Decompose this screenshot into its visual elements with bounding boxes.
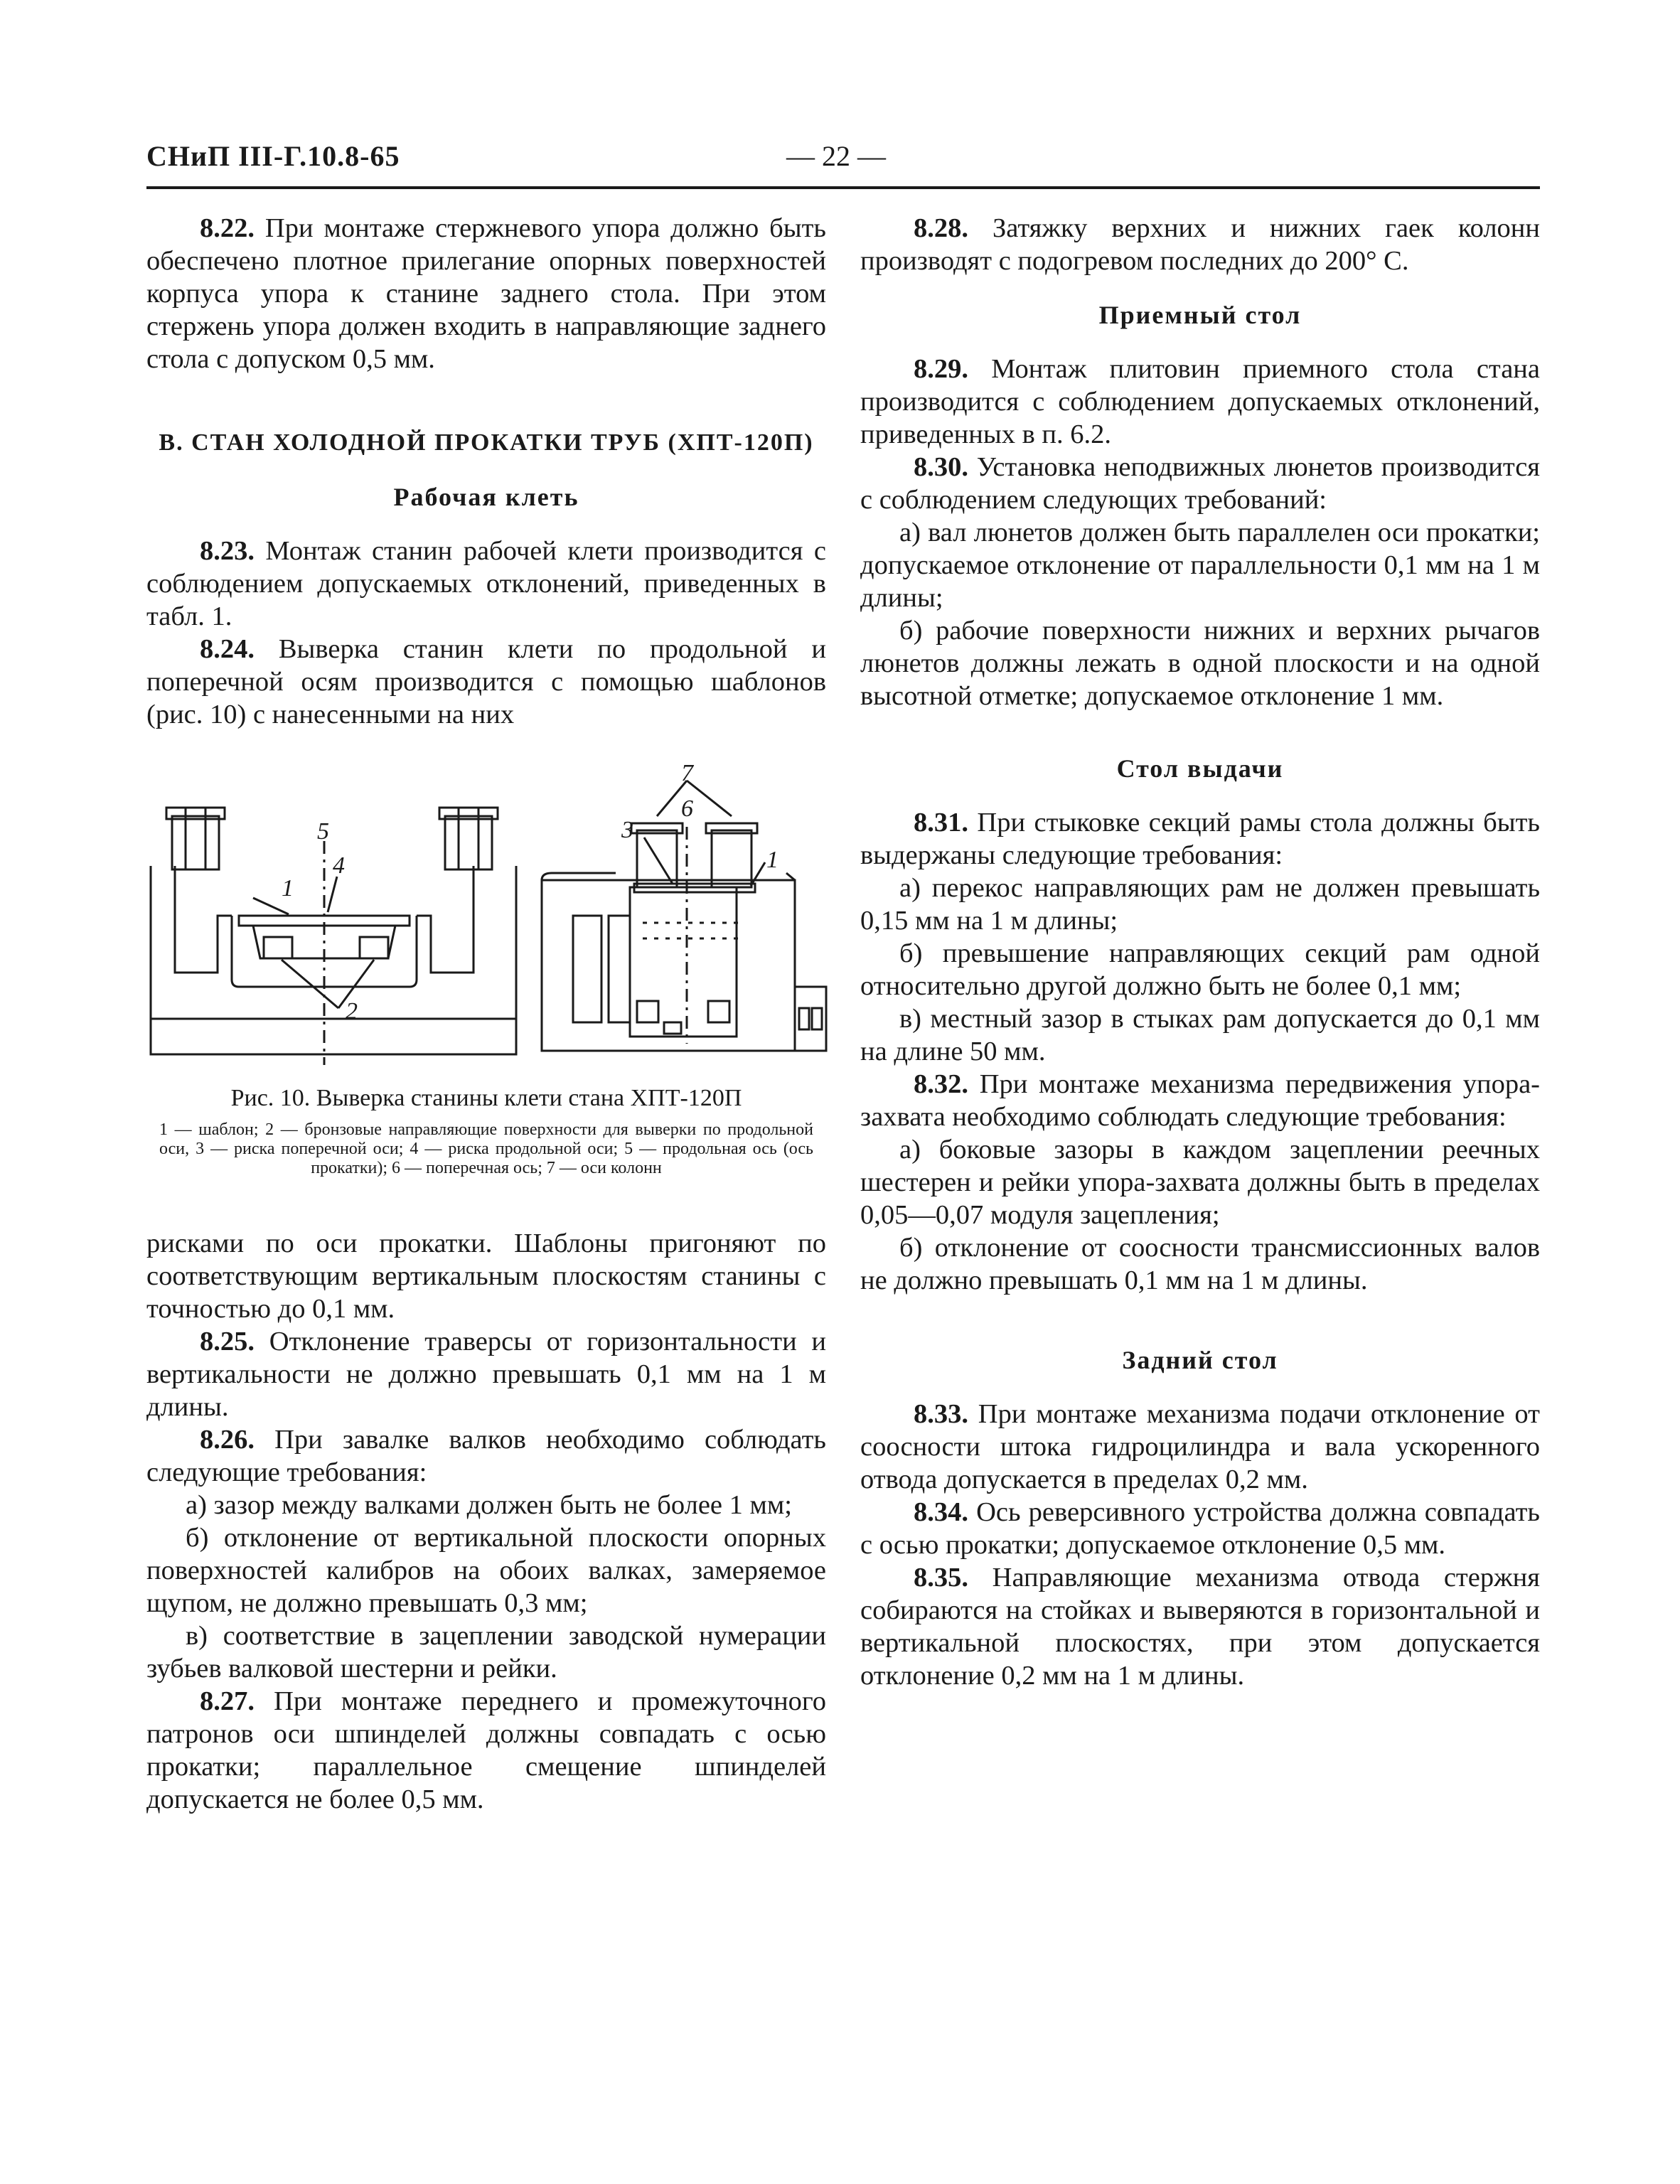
subsection-title-working-stand: Рабочая клеть — [393, 483, 579, 511]
clause-8-34 — [860, 1496, 1540, 1561]
clause-text: При монтаже механизма передвижения упора-захвата необходимо соблюдать следующие требования: — [860, 1069, 1540, 1132]
clause-8-24-continued: рисками по оси прокатки. Шаблоны пригоняют по соответствующим вертикальным плоскостям станины с точностью до 0,1 мм. — [146, 1228, 826, 1324]
figure-legend: 1 — шаблон; 2 — бронзовые направляющие поверхности для выверки по продольной оси, 3 — риска поперечной оси; 4 — риска продольной оси; 5 — продольная ось (ось прокатки); 6 — поперечная ось; 7 — оси колонн — [159, 1120, 813, 1177]
fig-label-3: 3 — [621, 817, 633, 843]
clause-number: 8.27. — [200, 1686, 255, 1716]
left-column — [146, 212, 826, 1816]
clause-text: При монтаже стержневого упора должно быть обеспечено плотное прилегание опорных поверхностей корпуса упора к станине заднего стола. При этом стержень упора должен входить в направляющие заднего стола с допуском 0,5 мм. — [146, 213, 826, 374]
clause-number: 8.33. — [914, 1399, 968, 1429]
clause-8-32 — [860, 1068, 1540, 1133]
clause-8-23 — [146, 535, 826, 633]
page-number: — 22 — — [786, 140, 886, 172]
clause-number: 8.31. — [914, 808, 968, 837]
clause-8-32-b: б) отклонение от соосности трансмиссионных валов не должно превышать 0,1 мм на 1 м длины. — [860, 1233, 1540, 1295]
clause-text: При завалке валков необходимо соблюдать следующие требования: — [146, 1425, 826, 1487]
clause-number: 8.26. — [200, 1425, 255, 1455]
clause-8-30 — [860, 451, 1540, 516]
clause-8-29 — [860, 353, 1540, 451]
clause-text: Выверка станин клети по продольной и поперечной осям производится с помощью шаблонов (рис. 10) с нанесенными на них — [146, 634, 826, 729]
clause-number: 8.28. — [914, 213, 968, 243]
clause-text: Установка неподвижных люнетов производится с соблюдением следующих требований: — [860, 452, 1540, 515]
clause-text: Отклонение траверсы от горизонтальности и вертикальности не должно превышать 0,1 мм на 1 м длины. — [146, 1327, 826, 1422]
clause-number: 8.23. — [200, 536, 255, 566]
clause-8-25 — [146, 1325, 826, 1423]
clause-8-31 — [860, 806, 1540, 872]
clause-8-22 — [146, 212, 826, 375]
figure-caption: Рис. 10. Выверка станины клети стана ХПТ-120П — [230, 1085, 742, 1111]
clause-8-28 — [860, 212, 1540, 277]
fig-label-2: 2 — [346, 998, 358, 1024]
clause-8-26 — [146, 1423, 826, 1489]
clause-number: 8.32. — [914, 1069, 968, 1099]
clause-number: 8.29. — [914, 354, 968, 384]
document-code: СНиП III-Г.10.8-65 — [146, 140, 400, 172]
clause-number: 8.25. — [200, 1327, 255, 1356]
clause-8-33 — [860, 1398, 1540, 1496]
fig-label-5: 5 — [317, 818, 329, 845]
fig-label-1b: 1 — [766, 847, 779, 873]
clause-number: 8.22. — [200, 213, 255, 243]
clause-number: 8.35. — [914, 1563, 968, 1592]
right-column — [860, 212, 1540, 1692]
clause-text: Монтаж станин рабочей клети производится с соблюдением допускаемых отклонений, приведенных в табл. 1. — [146, 536, 826, 631]
header-rule — [146, 186, 1540, 189]
subsection-title-delivery-table: Стол выдачи — [1116, 754, 1284, 783]
clause-text: Монтаж плитовин приемного стола стана производится с соблюдением допускаемых отклонений, приведенных в п. 6.2. — [860, 354, 1540, 449]
clause-text: При монтаже переднего и промежуточного патронов оси шпинделей должны совпадать с осью прокатки; параллельное смещение шпинделей допускается не более 0,5 мм. — [146, 1686, 826, 1814]
clause-8-30-a: а) вал люнетов должен быть параллелен оси прокатки; допускаемое отклонение от параллельности 0,1 мм на 1 м длины; — [860, 518, 1540, 613]
clause-text: Ось реверсивного устройства должна совпадать с осью прокатки; допускаемое отклонение 0,5 мм. — [860, 1497, 1540, 1560]
clause-number: 8.30. — [914, 452, 968, 482]
page-header — [146, 139, 1540, 182]
fig-label-1: 1 — [282, 875, 294, 901]
subsection-title-receiving-table: Приемный стол — [1098, 301, 1302, 329]
clause-number: 8.34. — [914, 1497, 968, 1527]
clause-8-30-b: б) рабочие поверхности нижних и верхних рычагов люнетов должны лежать в одной плоскости и на одной высотной отметке; допускаемое отклонение 1 мм. — [860, 616, 1540, 711]
clause-8-31-c: в) местный зазор в стыках рам допускается до 0,1 мм на длине 50 мм. — [860, 1004, 1540, 1066]
clause-8-26-c: в) соответствие в зацеплении заводской нумерации зубьев валковой шестерни и рейки. — [146, 1621, 826, 1684]
figure-drawing — [146, 760, 826, 1072]
clause-8-32-a: а) боковые зазоры в каждом зацеплении реечных шестерен и рейки упора-захвата должны быть в пределах 0,05—0,07 модуля зацепления; — [860, 1135, 1540, 1230]
clause-8-35 — [860, 1561, 1540, 1692]
clause-8-31-b: б) превышение направляющих секций рам одной относительно другой должно быть не более 0,1 мм; — [860, 938, 1540, 1001]
fig-label-7: 7 — [681, 760, 693, 786]
figure-10 — [146, 760, 826, 1186]
clause-text: Затяжку верхних и нижних гаек колонн производят с подогревом последних до 200° С. — [860, 213, 1540, 276]
clause-text: При монтаже механизма подачи отклонение от соосности штока гидроцилиндра и вала ускоренного отвода допускается в пределах 0,2 мм. — [860, 1399, 1540, 1494]
fig-label-6: 6 — [681, 796, 693, 822]
clause-text: Направляющие механизма отвода стержня собираются на стойках и выверяются в горизонтальной и вертикальной плоскостях, при этом допускается отклонение 0,2 мм на 1 м длины. — [860, 1563, 1540, 1691]
clause-8-27 — [146, 1685, 826, 1816]
clause-text: При стыковке секций рамы стола должны быть выдержаны следующие требования: — [860, 808, 1540, 870]
section-title: В. СТАН ХОЛОДНОЙ ПРОКАТКИ ТРУБ (ХПТ-120П) — [159, 429, 814, 456]
subsection-title-rear-table: Задний стол — [1122, 1346, 1278, 1374]
clause-8-31-a: а) перекос направляющих рам не должен превышать 0,15 мм на 1 м длины; — [860, 873, 1540, 936]
clause-8-26-b: б) отклонение от вертикальной плоскости опорных поверхностей калибров на обоих валках, замеряемое щупом, не должно превышать 0,3 мм; — [146, 1523, 826, 1618]
clause-8-24 — [146, 633, 826, 731]
clause-8-26-a: а) зазор между валками должен быть не более 1 мм; — [186, 1490, 792, 1520]
clause-number: 8.24. — [200, 634, 255, 664]
fig-label-4: 4 — [333, 852, 345, 879]
